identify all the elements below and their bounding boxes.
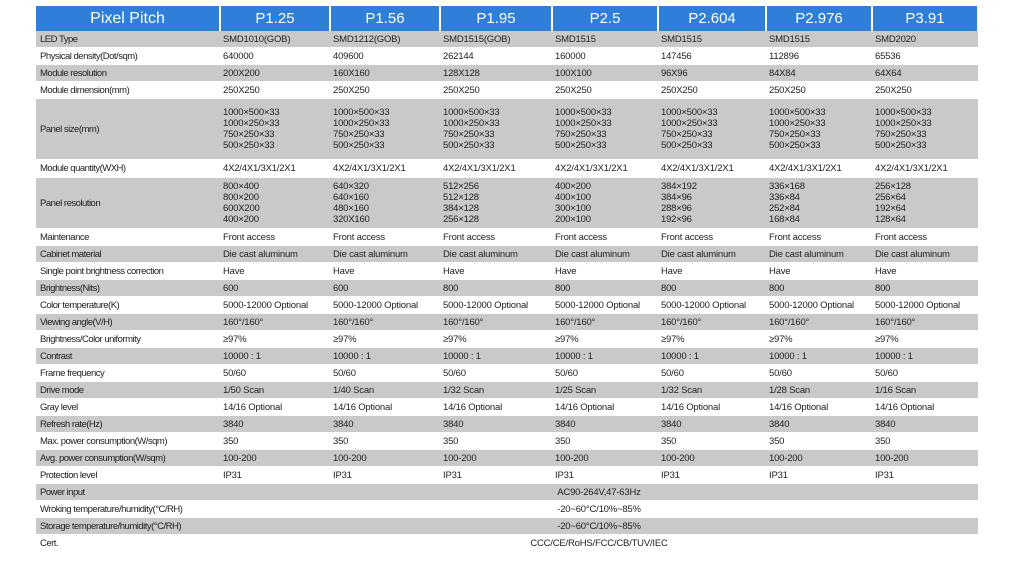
spec-value: 14/16 Optional bbox=[872, 399, 978, 416]
spec-value: Die cast aluminum bbox=[766, 246, 872, 263]
spec-value: 5000-12000 Optional bbox=[658, 297, 766, 314]
spec-value: IP31 bbox=[330, 467, 440, 484]
spec-value: 409600 bbox=[330, 48, 440, 65]
spec-label: Cert. bbox=[36, 535, 220, 552]
spec-value: 640×320 640×160 480×160 320X160 bbox=[330, 178, 440, 229]
spec-value: Front access bbox=[872, 229, 978, 246]
spec-value: 3840 bbox=[658, 416, 766, 433]
spec-value: Have bbox=[440, 263, 552, 280]
spec-row bbox=[36, 518, 978, 535]
spec-value: 350 bbox=[330, 433, 440, 450]
spec-value: 160°/160° bbox=[552, 314, 658, 331]
spec-label: Gray level bbox=[36, 399, 220, 416]
pitch-header: P2.604 bbox=[658, 6, 766, 31]
spec-value: 5000-12000 Optional bbox=[220, 297, 330, 314]
spec-value: Front access bbox=[220, 229, 330, 246]
spec-value: 160°/160° bbox=[872, 314, 978, 331]
spec-row bbox=[36, 178, 978, 229]
spec-value: 50/60 bbox=[552, 365, 658, 382]
spec-value: IP31 bbox=[766, 467, 872, 484]
spec-value: 250X250 bbox=[552, 82, 658, 99]
spec-value: 350 bbox=[552, 433, 658, 450]
spec-row bbox=[36, 501, 978, 518]
spec-value: 10000 : 1 bbox=[658, 348, 766, 365]
spec-value: 1/32 Scan bbox=[440, 382, 552, 399]
spec-value: Front access bbox=[658, 229, 766, 246]
spec-label: Panel resolution bbox=[36, 178, 220, 229]
spec-value: 4X2/4X1/3X1/2X1 bbox=[330, 160, 440, 178]
spec-row bbox=[36, 416, 978, 433]
spec-value: 800 bbox=[766, 280, 872, 297]
spec-value: 350 bbox=[658, 433, 766, 450]
spec-value: 128X128 bbox=[440, 65, 552, 82]
spec-value: SMD2020 bbox=[872, 31, 978, 48]
spec-label: Contrast bbox=[36, 348, 220, 365]
spec-label: Cabinet material bbox=[36, 246, 220, 263]
spec-value: ≥97% bbox=[552, 331, 658, 348]
spec-value: 350 bbox=[872, 433, 978, 450]
spec-value: 250X250 bbox=[220, 82, 330, 99]
spec-value: 112896 bbox=[766, 48, 872, 65]
spec-label: Maintenance bbox=[36, 229, 220, 246]
spec-row bbox=[36, 82, 978, 99]
spec-value: 256×128 256×64 192×64 128×64 bbox=[872, 178, 978, 229]
pitch-header: P2.5 bbox=[552, 6, 658, 31]
spec-value: 50/60 bbox=[766, 365, 872, 382]
spec-value: 1000×500×33 1000×250×33 750×250×33 500×250×33 bbox=[872, 99, 978, 160]
spec-value: 4X2/4X1/3X1/2X1 bbox=[658, 160, 766, 178]
spec-merged-value: -20~60°C/10%~85% bbox=[220, 518, 978, 535]
spec-row bbox=[36, 65, 978, 82]
spec-value: 100-200 bbox=[440, 450, 552, 467]
spec-value: 250X250 bbox=[766, 82, 872, 99]
spec-value: ≥97% bbox=[766, 331, 872, 348]
spec-label: Module dimension(mm) bbox=[36, 82, 220, 99]
spec-value: 10000 : 1 bbox=[552, 348, 658, 365]
spec-value: 160°/160° bbox=[440, 314, 552, 331]
spec-value: 65536 bbox=[872, 48, 978, 65]
spec-label: Physical density(Dot/sqm) bbox=[36, 48, 220, 65]
spec-value: 1/16 Scan bbox=[872, 382, 978, 399]
spec-value: 50/60 bbox=[440, 365, 552, 382]
spec-row bbox=[36, 467, 978, 484]
spec-row bbox=[36, 484, 978, 501]
spec-value: Die cast aluminum bbox=[220, 246, 330, 263]
spec-value: 10000 : 1 bbox=[872, 348, 978, 365]
spec-body bbox=[36, 31, 978, 552]
header-row bbox=[36, 6, 978, 31]
spec-value: 250X250 bbox=[872, 82, 978, 99]
spec-value: 14/16 Optional bbox=[330, 399, 440, 416]
spec-row bbox=[36, 31, 978, 48]
spec-value: 336×168 336×84 252×84 168×84 bbox=[766, 178, 872, 229]
spec-value: 512×256 512×128 384×128 256×128 bbox=[440, 178, 552, 229]
spec-value: 1/32 Scan bbox=[658, 382, 766, 399]
spec-row bbox=[36, 382, 978, 399]
spec-value: 14/16 Optional bbox=[552, 399, 658, 416]
spec-value: 14/16 Optional bbox=[220, 399, 330, 416]
spec-row bbox=[36, 48, 978, 65]
spec-value: 50/60 bbox=[220, 365, 330, 382]
spec-label: Storage temperature/humidity(°C/RH) bbox=[36, 518, 220, 535]
spec-row bbox=[36, 314, 978, 331]
pitch-header: P1.56 bbox=[330, 6, 440, 31]
spec-value: 100-200 bbox=[872, 450, 978, 467]
spec-value: 100-200 bbox=[766, 450, 872, 467]
spec-value: Have bbox=[552, 263, 658, 280]
spec-value: 160°/160° bbox=[220, 314, 330, 331]
spec-value: 3840 bbox=[440, 416, 552, 433]
spec-value: 10000 : 1 bbox=[766, 348, 872, 365]
spec-row bbox=[36, 331, 978, 348]
spec-value: 100-200 bbox=[658, 450, 766, 467]
spec-value: 100-200 bbox=[220, 450, 330, 467]
spec-value: 160°/160° bbox=[766, 314, 872, 331]
spec-value: Die cast aluminum bbox=[440, 246, 552, 263]
spec-value: 5000-12000 Optional bbox=[440, 297, 552, 314]
spec-label: Module quantity(WXH) bbox=[36, 160, 220, 178]
spec-value: 262144 bbox=[440, 48, 552, 65]
spec-value: 1000×500×33 1000×250×33 750×250×33 500×250×33 bbox=[330, 99, 440, 160]
spec-value: 64X64 bbox=[872, 65, 978, 82]
spec-label: Brightness(Nits) bbox=[36, 280, 220, 297]
spec-value: 1/28 Scan bbox=[766, 382, 872, 399]
spec-label: Max. power consumption(W/sqm) bbox=[36, 433, 220, 450]
spec-value: IP31 bbox=[220, 467, 330, 484]
spec-value: 5000-12000 Optional bbox=[330, 297, 440, 314]
spec-label: Color temperature(K) bbox=[36, 297, 220, 314]
spec-value: ≥97% bbox=[330, 331, 440, 348]
spec-row bbox=[36, 280, 978, 297]
spec-label: Panel size(mm) bbox=[36, 99, 220, 160]
spec-label: Protection level bbox=[36, 467, 220, 484]
spec-value: 50/60 bbox=[872, 365, 978, 382]
spec-value: IP31 bbox=[440, 467, 552, 484]
spec-label: Brightness/Color uniformity bbox=[36, 331, 220, 348]
spec-value: Have bbox=[658, 263, 766, 280]
spec-value: 14/16 Optional bbox=[658, 399, 766, 416]
spec-value: ≥97% bbox=[658, 331, 766, 348]
spec-value: 14/16 Optional bbox=[766, 399, 872, 416]
spec-value: 3840 bbox=[872, 416, 978, 433]
pitch-header: P2.976 bbox=[766, 6, 872, 31]
spec-label: Wroking temperature/humidity(°C/RH) bbox=[36, 501, 220, 518]
spec-value: 3840 bbox=[552, 416, 658, 433]
spec-value: 100-200 bbox=[552, 450, 658, 467]
spec-value: 4X2/4X1/3X1/2X1 bbox=[872, 160, 978, 178]
spec-value: Have bbox=[220, 263, 330, 280]
spec-value: 5000-12000 Optional bbox=[766, 297, 872, 314]
spec-value: 200X200 bbox=[220, 65, 330, 82]
spec-row bbox=[36, 297, 978, 314]
spec-value: 1/40 Scan bbox=[330, 382, 440, 399]
spec-value: 600 bbox=[330, 280, 440, 297]
spec-row bbox=[36, 348, 978, 365]
spec-value: 160X160 bbox=[330, 65, 440, 82]
spec-row bbox=[36, 229, 978, 246]
spec-label: Viewing angle(V/H) bbox=[36, 314, 220, 331]
spec-value: 3840 bbox=[220, 416, 330, 433]
spec-value: SMD1515 bbox=[658, 31, 766, 48]
spec-value: 800 bbox=[872, 280, 978, 297]
spec-value: 14/16 Optional bbox=[440, 399, 552, 416]
spec-value: 4X2/4X1/3X1/2X1 bbox=[766, 160, 872, 178]
spec-label: Module resolution bbox=[36, 65, 220, 82]
spec-value: 1/25 Scan bbox=[552, 382, 658, 399]
spec-value: 350 bbox=[766, 433, 872, 450]
spec-value: Front access bbox=[440, 229, 552, 246]
spec-value: 1000×500×33 1000×250×33 750×250×33 500×250×33 bbox=[552, 99, 658, 160]
spec-value: 50/60 bbox=[658, 365, 766, 382]
spec-value: 160000 bbox=[552, 48, 658, 65]
spec-value: 350 bbox=[220, 433, 330, 450]
spec-value: 3840 bbox=[766, 416, 872, 433]
spec-value: ≥97% bbox=[440, 331, 552, 348]
spec-value: 1000×500×33 1000×250×33 750×250×33 500×250×33 bbox=[440, 99, 552, 160]
spec-value: 84X84 bbox=[766, 65, 872, 82]
spec-row bbox=[36, 399, 978, 416]
spec-label: Power input bbox=[36, 484, 220, 501]
spec-value: 4X2/4X1/3X1/2X1 bbox=[440, 160, 552, 178]
spec-merged-value: AC90-264V,47-63Hz bbox=[220, 484, 978, 501]
spec-value: SMD1515 bbox=[552, 31, 658, 48]
spec-value: IP31 bbox=[872, 467, 978, 484]
spec-value: 5000-12000 Optional bbox=[552, 297, 658, 314]
spec-value: Have bbox=[766, 263, 872, 280]
spec-value: 250X250 bbox=[440, 82, 552, 99]
spec-label: Frame frequency bbox=[36, 365, 220, 382]
spec-value: 800 bbox=[440, 280, 552, 297]
spec-value: 350 bbox=[440, 433, 552, 450]
spec-value: Die cast aluminum bbox=[872, 246, 978, 263]
pitch-header: P1.25 bbox=[220, 6, 330, 31]
spec-value: 4X2/4X1/3X1/2X1 bbox=[552, 160, 658, 178]
spec-value: 50/60 bbox=[330, 365, 440, 382]
spec-value: IP31 bbox=[658, 467, 766, 484]
spec-label: LED Type bbox=[36, 31, 220, 48]
spec-value: SMD1515(GOB) bbox=[440, 31, 552, 48]
spec-value: Die cast aluminum bbox=[330, 246, 440, 263]
spec-value: 1000×500×33 1000×250×33 750×250×33 500×250×33 bbox=[766, 99, 872, 160]
spec-label: Refresh rate(Hz) bbox=[36, 416, 220, 433]
spec-value: 160°/160° bbox=[330, 314, 440, 331]
pixel-pitch-header: Pixel Pitch bbox=[36, 6, 220, 31]
spec-value: 10000 : 1 bbox=[330, 348, 440, 365]
spec-value: Front access bbox=[552, 229, 658, 246]
spec-value: 147456 bbox=[658, 48, 766, 65]
spec-value: IP31 bbox=[552, 467, 658, 484]
spec-row bbox=[36, 263, 978, 280]
spec-row bbox=[36, 535, 978, 552]
spec-value: ≥97% bbox=[872, 331, 978, 348]
spec-merged-value: CCC/CE/RoHS/FCC/CB/TUV/IEC bbox=[220, 535, 978, 552]
spec-value: 3840 bbox=[330, 416, 440, 433]
spec-value: 100-200 bbox=[330, 450, 440, 467]
spec-value: Front access bbox=[330, 229, 440, 246]
spec-value: 1/50 Scan bbox=[220, 382, 330, 399]
spec-label: Avg. power consumption(W/sqm) bbox=[36, 450, 220, 467]
spec-value: SMD1515 bbox=[766, 31, 872, 48]
spec-value: SMD1212(GOB) bbox=[330, 31, 440, 48]
spec-value: 600 bbox=[220, 280, 330, 297]
spec-value: 5000-12000 Optional bbox=[872, 297, 978, 314]
spec-value: 10000 : 1 bbox=[220, 348, 330, 365]
spec-table bbox=[36, 6, 979, 552]
spec-value: Have bbox=[872, 263, 978, 280]
spec-row bbox=[36, 450, 978, 467]
spec-value: 800 bbox=[552, 280, 658, 297]
spec-value: 1000×500×33 1000×250×33 750×250×33 500×250×33 bbox=[658, 99, 766, 160]
spec-value: Die cast aluminum bbox=[658, 246, 766, 263]
pitch-header: P1.95 bbox=[440, 6, 552, 31]
spec-value: 10000 : 1 bbox=[440, 348, 552, 365]
pitch-header: P3.91 bbox=[872, 6, 978, 31]
spec-value: SMD1010(GOB) bbox=[220, 31, 330, 48]
spec-value: 384×192 384×96 288×96 192×96 bbox=[658, 178, 766, 229]
spec-row bbox=[36, 365, 978, 382]
spec-value: 800×400 800×200 600X200 400×200 bbox=[220, 178, 330, 229]
spec-row bbox=[36, 160, 978, 178]
spec-value: 640000 bbox=[220, 48, 330, 65]
spec-merged-value: -20~60°C/10%~85% bbox=[220, 501, 978, 518]
spec-value: 100X100 bbox=[552, 65, 658, 82]
spec-value: 96X96 bbox=[658, 65, 766, 82]
spec-value: 800 bbox=[658, 280, 766, 297]
spec-label: Drive mode bbox=[36, 382, 220, 399]
spec-value: ≥97% bbox=[220, 331, 330, 348]
spec-value: 1000×500×33 1000×250×33 750×250×33 500×250×33 bbox=[220, 99, 330, 160]
spec-row bbox=[36, 246, 978, 263]
spec-value: 4X2/4X1/3X1/2X1 bbox=[220, 160, 330, 178]
spec-value: 250X250 bbox=[658, 82, 766, 99]
spec-value: Have bbox=[330, 263, 440, 280]
spec-value: Front access bbox=[766, 229, 872, 246]
spec-value: 160°/160° bbox=[658, 314, 766, 331]
spec-value: 400×200 400×100 300×100 200×100 bbox=[552, 178, 658, 229]
spec-value: 250X250 bbox=[330, 82, 440, 99]
spec-value: Die cast aluminum bbox=[552, 246, 658, 263]
spec-row bbox=[36, 99, 978, 160]
spec-row bbox=[36, 433, 978, 450]
spec-label: Single point brightness correction bbox=[36, 263, 220, 280]
